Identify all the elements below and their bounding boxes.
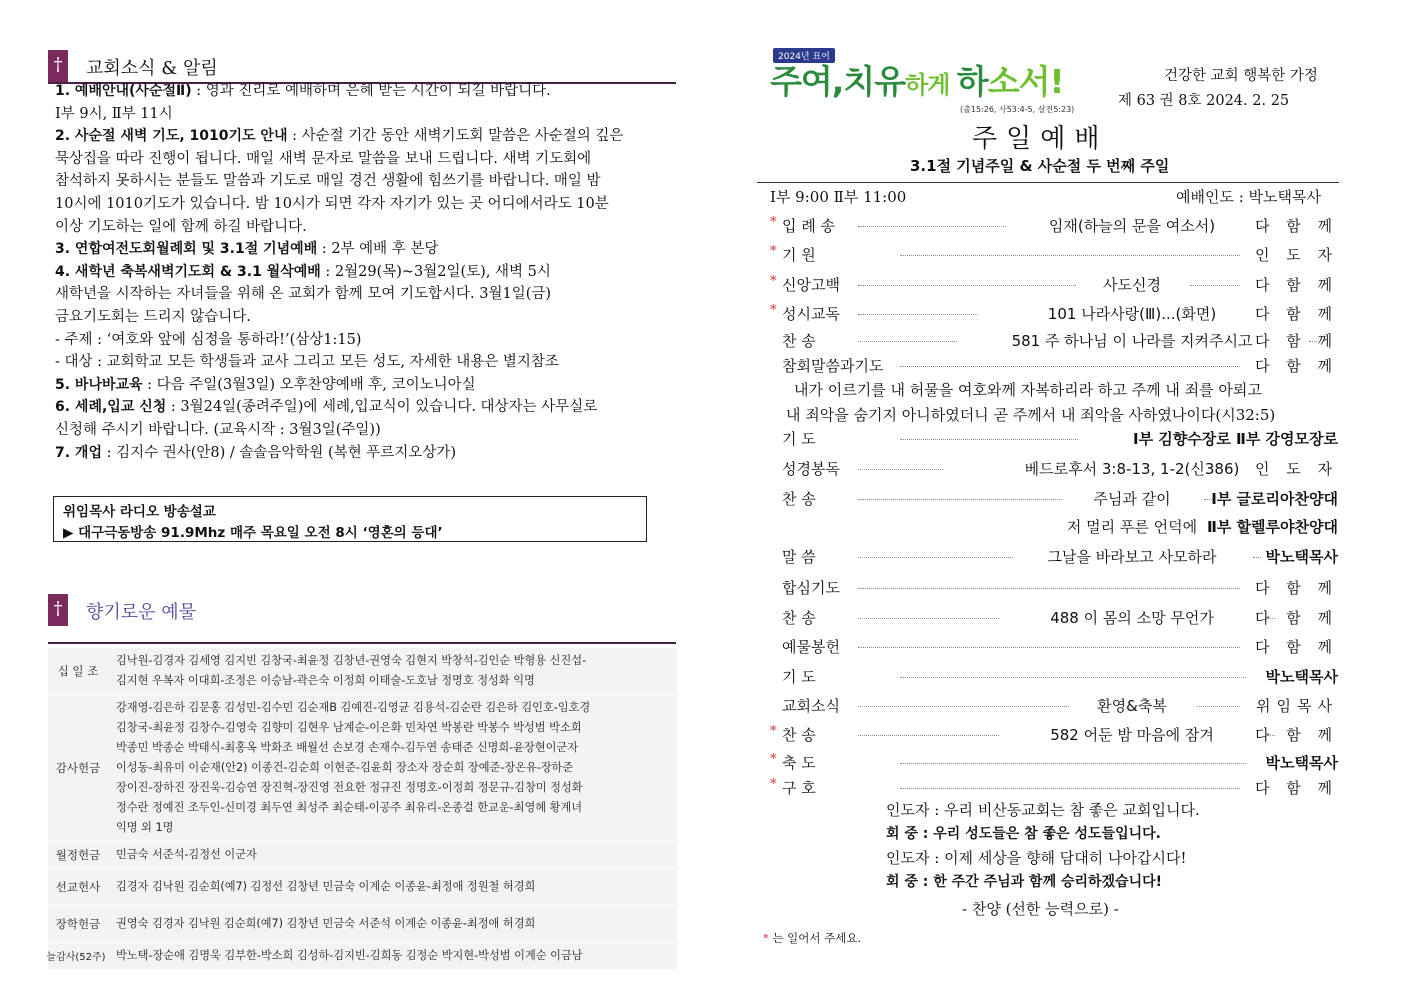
creed-line: 인도자 : 우리 비산동교회는 참 좋은 교회입니다.: [886, 801, 1200, 819]
order-row: [770, 752, 1340, 776]
order-item: 582 어둔 밤 마음에 잠겨: [1050, 726, 1214, 744]
news-line: 1. 예배안내(사순절Ⅱ) : 영과 진리로 예배하며 은혜 받는 시간이 되길 바랍니다.: [55, 83, 551, 99]
confession-line: 내가 이르기를 내 허물을 여호와께 자복하리라 하고 주께 내 죄를 아뢰고: [794, 381, 1262, 399]
leader-dots: [900, 255, 1240, 256]
order-label: 축 도: [782, 754, 816, 772]
order-person: 다 함 께: [1254, 332, 1338, 350]
order-label: 찬 송: [782, 609, 816, 627]
news-line: 4. 새학년 축복새벽기도회 & 3.1 월삭예배 : 2월29(목)~3월2일(토), 새벽 5시: [55, 263, 551, 280]
order-person: 인 도 자: [1254, 246, 1338, 264]
offering-row: [48, 648, 677, 695]
order-row: [770, 577, 1340, 601]
order-label: 성경봉독: [782, 460, 840, 478]
leader-dots: [858, 285, 1076, 286]
order-item: 환영&축복: [1097, 697, 1167, 715]
offering-names: 박종민 박종순 박태식-최홍옥 박화조 배월선 손보경 손재수-김두연 송태준 신명희-윤장현이군자: [116, 741, 579, 754]
star-icon: *: [770, 777, 777, 792]
offering-label: 감사헌금: [55, 761, 101, 775]
order-label: 기 도: [782, 668, 816, 686]
service-title: 주일예배: [972, 124, 1109, 154]
order-person: 박노택목사: [1265, 548, 1338, 566]
order-row: [770, 546, 1340, 570]
leader-dots: [1190, 285, 1240, 286]
order-person: 위임목사: [1256, 697, 1338, 715]
news-list: [55, 80, 675, 464]
leader-dots: [858, 647, 1240, 648]
offering-row: [48, 906, 677, 943]
leader-dots: [900, 366, 1240, 367]
order-person: 다 함 께: [1254, 579, 1338, 597]
order-label: 말 씀: [782, 548, 816, 566]
news-line: 10시에 1010기도가 있습니다. 밤 10시가 되면 각자 자기가 있는 곳 어디에서라도 10분: [55, 195, 609, 212]
motto-logo: [770, 46, 1075, 116]
offering-label: 늘감사(52주): [46, 952, 106, 963]
news-line: 새학년을 시작하는 자녀들을 위해 온 교회가 함께 모여 기도합시다. 3월1일(금): [55, 286, 552, 303]
order-person: 다 함 께: [1254, 357, 1338, 375]
order-label: 성시교독: [782, 305, 840, 323]
order-item: 581 주 하나님 이 나라를 지켜주시고: [1011, 332, 1253, 350]
offering-names: 장이진-장하진 장진욱-김승연 장진혁-장진영 전요한 정규진 정명호-이정희 정문규-김창미 정성화: [116, 781, 583, 794]
order-person: 다 함 께: [1254, 638, 1338, 656]
star-icon: *: [770, 274, 777, 289]
offering-row: [48, 695, 677, 842]
order-label: 참회말씀과기도: [782, 357, 884, 375]
offering-names: 정수란 정예진 조두인-신미경 최두연 최성주 최순태-이공주 최유리-온종걸 한교운-최영혜 황계녀: [116, 801, 583, 814]
news-header: [48, 50, 676, 84]
offering-row: [48, 842, 677, 869]
star-icon: *: [770, 303, 777, 318]
order-label: 기 원: [782, 246, 816, 264]
order-row: [770, 724, 1340, 748]
leader-dots: [858, 735, 999, 736]
news-line: Ⅰ부 9시, Ⅱ부 11시: [55, 105, 173, 122]
standing-note: * 는 일어서 주세요.: [763, 931, 862, 945]
offering-row: [48, 943, 677, 970]
order-row: [770, 488, 1340, 512]
order-row: [770, 244, 1340, 268]
news-line: 금요기도회는 드리지 않습니다.: [55, 308, 251, 325]
news-line: 신청해 주시기 바랍니다. (교육시작 : 3월3일(주일)): [55, 421, 381, 438]
divider: [48, 642, 676, 644]
order-label: 찬 송: [782, 332, 816, 350]
leader-dots: [858, 706, 1069, 707]
closing-hymn: - 찬양 (선한 능력으로) -: [962, 900, 1119, 918]
order-person: Ⅰ부 글로리아찬양대: [1211, 490, 1338, 508]
order-person: 다 함 께: [1254, 276, 1338, 294]
order-label: 입 례 송: [782, 217, 836, 235]
cross-icon: †: [48, 594, 68, 626]
star-icon: *: [770, 724, 777, 739]
offering-names: 김낙원-김경자 김세영 김지빈 김창국-최윤정 김창년-권영숙 김현지 박창석-김인순 박형용 신진섭-: [116, 654, 587, 667]
order-label: 신앙고백: [782, 276, 840, 294]
leader-dots: [858, 588, 1240, 589]
order-person: 박노택목사: [1265, 668, 1338, 686]
order-row: [770, 607, 1340, 631]
order-person: Ⅰ부 김향수장로 Ⅱ부 강영모장로: [1132, 430, 1338, 448]
order-row: [770, 330, 1340, 354]
order-row: [770, 274, 1340, 298]
leader-dots: [858, 341, 957, 342]
news-line: 3. 연합여전도회월례회 및 3.1절 기념예배 : 2부 예배 후 본당: [55, 241, 439, 258]
leader-dots: [1253, 557, 1261, 558]
order-item: 사도신경: [1103, 276, 1161, 294]
offering-table: [48, 648, 677, 970]
star-icon: *: [770, 244, 777, 259]
news-line: - 대상 : 교회학교 모든 학생들과 교사 그리고 모든 성도, 자세한 내용은 별지참조: [55, 354, 559, 371]
order-item: 101 나라사랑(Ⅲ)...(화면): [1047, 305, 1217, 323]
order-row: [770, 215, 1340, 239]
order-person: 다 함 께: [1254, 217, 1338, 235]
order-item: 488 이 몸의 소망 무언가: [1050, 609, 1214, 627]
leader-dots: [900, 439, 1078, 440]
offering-label: 선교헌사: [55, 880, 101, 894]
order-row: [770, 666, 1340, 690]
order-row: [770, 516, 1340, 540]
order-item: 그날을 바라보고 사모하라: [1047, 548, 1217, 566]
leader-dots: [900, 677, 1246, 678]
order-row: [770, 355, 1340, 379]
order-person: 박노택목사: [1265, 754, 1338, 772]
offering-title: 향기로운 예물: [86, 602, 197, 623]
logo-text: 주여,치유하게 하소서!: [770, 62, 1064, 101]
leader-dots: [858, 499, 1062, 500]
order-label: 교회소식: [782, 697, 840, 715]
leader-dots: [858, 469, 943, 470]
offering-row: [48, 869, 677, 906]
news-line: - 주제 : ‘여호와 앞에 심정을 통하라!’(삼상1:15): [55, 331, 362, 348]
order-item: 임재(하늘의 문을 여소서): [1048, 217, 1216, 235]
star-icon: *: [770, 215, 777, 230]
service-subtitle: 3.1절 기념주일 & 사순절 두 번째 주일: [910, 157, 1170, 175]
offering-header: [48, 594, 676, 628]
star-icon: *: [763, 931, 769, 945]
news-line: 묵상집을 따라 진행이 됩니다. 매일 새벽 문자로 말씀을 보내 드립니다. 새벽 기도회에: [55, 150, 592, 167]
news-line: 7. 개업 : 김지수 권사(안8) / 솔솔음악학원 (복현 푸르지오상가): [55, 444, 457, 461]
radio-info: ▶ 대구극동방송 91.9Mhz 매주 목요일 오전 8시 ‘영혼의 등대’: [63, 525, 443, 541]
order-row: [770, 428, 1340, 452]
order-label: 예물봉헌: [782, 638, 840, 656]
offering-names: 권영숙 김경자 김낙원 김순희(예7) 김창년 민금숙 서준석 이계순 이종윤-최정애 허경희: [116, 917, 536, 930]
cross-icon: †: [48, 50, 68, 82]
order-person: 인 도 자: [1254, 460, 1338, 478]
offering-names: 민금숙 서준석-김정선 이군자: [116, 848, 257, 861]
order-row: [770, 777, 1340, 801]
order-item: 베드로후서 3:8-13, 1-2(신386): [1024, 460, 1240, 478]
order-row: [770, 303, 1340, 327]
offering-names: 이성동-최유미 이순재(안2) 이종건-김순희 이현준-김윤희 장소자 장순희 장예준-장온유-장하준: [116, 761, 574, 774]
leader-dots: [858, 226, 1006, 227]
order-person: Ⅱ부 할렐루야찬양대: [1206, 518, 1338, 536]
news-line: 참석하지 못하시는 분들도 말씀과 기도로 매일 경건 생활에 힘쓰기를 바랍니다. 매일 밤: [55, 173, 601, 190]
radio-box: [53, 496, 647, 542]
order-person: 다 함 께: [1254, 609, 1338, 627]
creed-line: 회 중 : 우리 성도들은 참 좋은 성도들입니다.: [886, 826, 1161, 842]
offering-names: 김창국-최윤정 김창수-김영숙 김향미 김현우 남계순-이은화 민차연 박봉란 박봉수 박성범 박소희: [116, 721, 582, 734]
order-row: [770, 458, 1340, 482]
news-line: 2. 사순절 새벽 기도, 1010기도 안내 : 사순절 기간 동안 새벽기도회 말씀은 사순절의 깊은: [55, 128, 624, 145]
news-line: 6. 세례,입교 신청 : 3월24일(종려주일)에 세례,입교식이 있습니다. 대상자는 사무실로: [55, 399, 598, 416]
creed-line: 인도자 : 이제 세상을 향해 담대히 나아갑시다!: [886, 849, 1187, 867]
offering-names: 박노택-장순애 김명욱 김부한-박소희 김성하-김지빈-김희동 김정순 박지현-박성범 이계순 이금남: [116, 949, 583, 962]
leader-dots: [900, 788, 1240, 789]
divider: [757, 182, 1339, 183]
order-label: 합심기도: [782, 579, 840, 597]
logo-badge: 2024년 표어: [773, 48, 835, 63]
creed-line: 회 중 : 한 주간 주님과 함께 승리하겠습니다!: [886, 874, 1163, 890]
news-title: 교회소식 & 알림: [86, 58, 218, 79]
leader-dots: [858, 314, 978, 315]
order-label: 찬 송: [782, 490, 816, 508]
order-label: 기 도: [782, 430, 816, 448]
issue-info: 제 63 권 8호 2024. 2. 25: [1118, 93, 1290, 109]
leader-dots: [858, 557, 1013, 558]
service-leader: 예배인도 : 박노택목사: [1176, 188, 1322, 206]
order-item: 저 멀리 푸른 언덕에: [1066, 518, 1198, 536]
offering-label: 장학헌금: [55, 917, 101, 931]
order-label: 구 호: [782, 779, 816, 797]
offering-names: 익명 외 1명: [116, 821, 174, 834]
leader-dots: [858, 618, 999, 619]
news-line: 이상 기도하는 일에 함께 하길 바랍니다.: [55, 218, 307, 235]
offering-names: 김경자 김낙원 김순희(예7) 김정선 김창년 민금숙 이계순 이종윤-최정애 정원철 허경희: [116, 880, 536, 893]
church-motto: 건강한 교회 행복한 가정: [1164, 68, 1318, 84]
order-person: 다 함 께: [1254, 726, 1338, 744]
order-person: 다 함 께: [1254, 305, 1338, 323]
leader-dots: [900, 763, 1246, 764]
logo-reference: (출15:26, 사53:4-5, 살전5:23): [960, 105, 1075, 114]
leader-dots: [1197, 706, 1240, 707]
offering-label: 월정헌금: [55, 848, 101, 862]
order-row: [770, 695, 1340, 719]
star-icon: *: [770, 752, 777, 767]
order-label: 찬 송: [782, 726, 816, 744]
radio-title: 위임목사 라디오 방송설교: [63, 504, 216, 520]
service-times: Ⅰ부 9:00 Ⅱ부 11:00: [770, 188, 907, 206]
order-person: 다 함 께: [1254, 779, 1338, 797]
news-line: 5. 바나바교육 : 다음 주일(3월3일) 오후찬양예배 후, 코이노니아실: [55, 376, 476, 393]
order-row: [770, 636, 1340, 660]
offering-names: 강재영-김은하 김문홍 김성민-김수민 김순재B 김예진-김영균 김용석-김순란 김은하 김인호-임호경: [116, 701, 591, 714]
offering-names: 김지현 우복자 이대희-조정은 이승남-곽은숙 이정희 이태술-도호남 정명호 정성화 익명: [116, 674, 535, 687]
confession-line: 내 죄악을 숨기지 아니하였더니 곧 주께서 내 죄악을 사하였나이다(시32:5): [786, 406, 1276, 424]
order-item: 주님과 같이: [1093, 490, 1171, 508]
offering-label: 십 일 조: [57, 664, 99, 678]
